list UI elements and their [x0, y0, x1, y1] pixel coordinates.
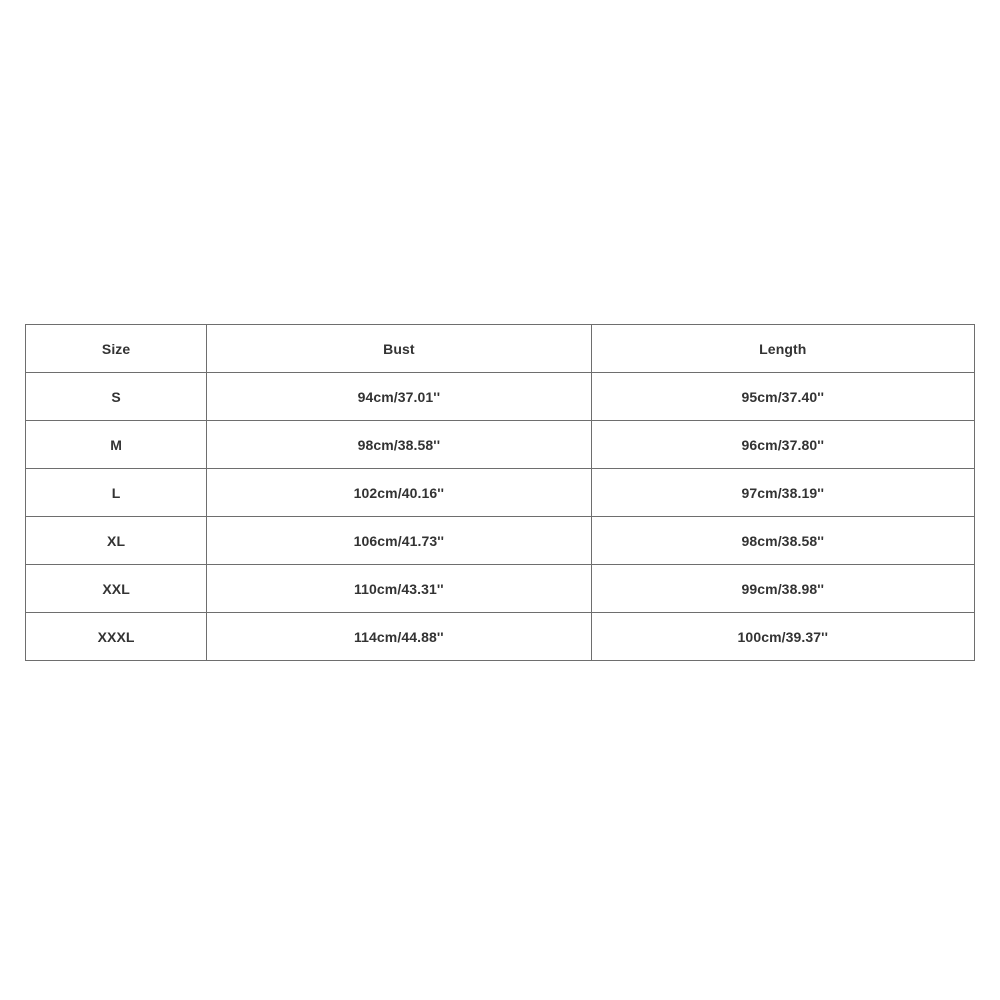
size-cell: S: [26, 373, 207, 421]
table-row: [26, 613, 975, 661]
table-row: [26, 517, 975, 565]
bust-cell: 98cm/38.58'': [207, 421, 591, 469]
length-cell: 96cm/37.80'': [591, 421, 974, 469]
length-cell: 97cm/38.19'': [591, 469, 974, 517]
size-cell: XXXL: [26, 613, 207, 661]
length-cell: 100cm/39.37'': [591, 613, 974, 661]
table-row: [26, 421, 975, 469]
table-header-row: [26, 325, 975, 373]
size-cell: M: [26, 421, 207, 469]
bust-cell: 94cm/37.01'': [207, 373, 591, 421]
length-cell: 99cm/38.98'': [591, 565, 974, 613]
table-row: [26, 469, 975, 517]
size-cell: XL: [26, 517, 207, 565]
bust-cell: 110cm/43.31'': [207, 565, 591, 613]
table-row: [26, 373, 975, 421]
size-chart-table: [25, 324, 975, 661]
header-size: Size: [26, 325, 207, 373]
size-cell: XXL: [26, 565, 207, 613]
table-row: [26, 565, 975, 613]
header-bust: Bust: [207, 325, 591, 373]
header-length: Length: [591, 325, 974, 373]
size-cell: L: [26, 469, 207, 517]
bust-cell: 114cm/44.88'': [207, 613, 591, 661]
length-cell: 95cm/37.40'': [591, 373, 974, 421]
length-cell: 98cm/38.58'': [591, 517, 974, 565]
bust-cell: 102cm/40.16'': [207, 469, 591, 517]
bust-cell: 106cm/41.73'': [207, 517, 591, 565]
